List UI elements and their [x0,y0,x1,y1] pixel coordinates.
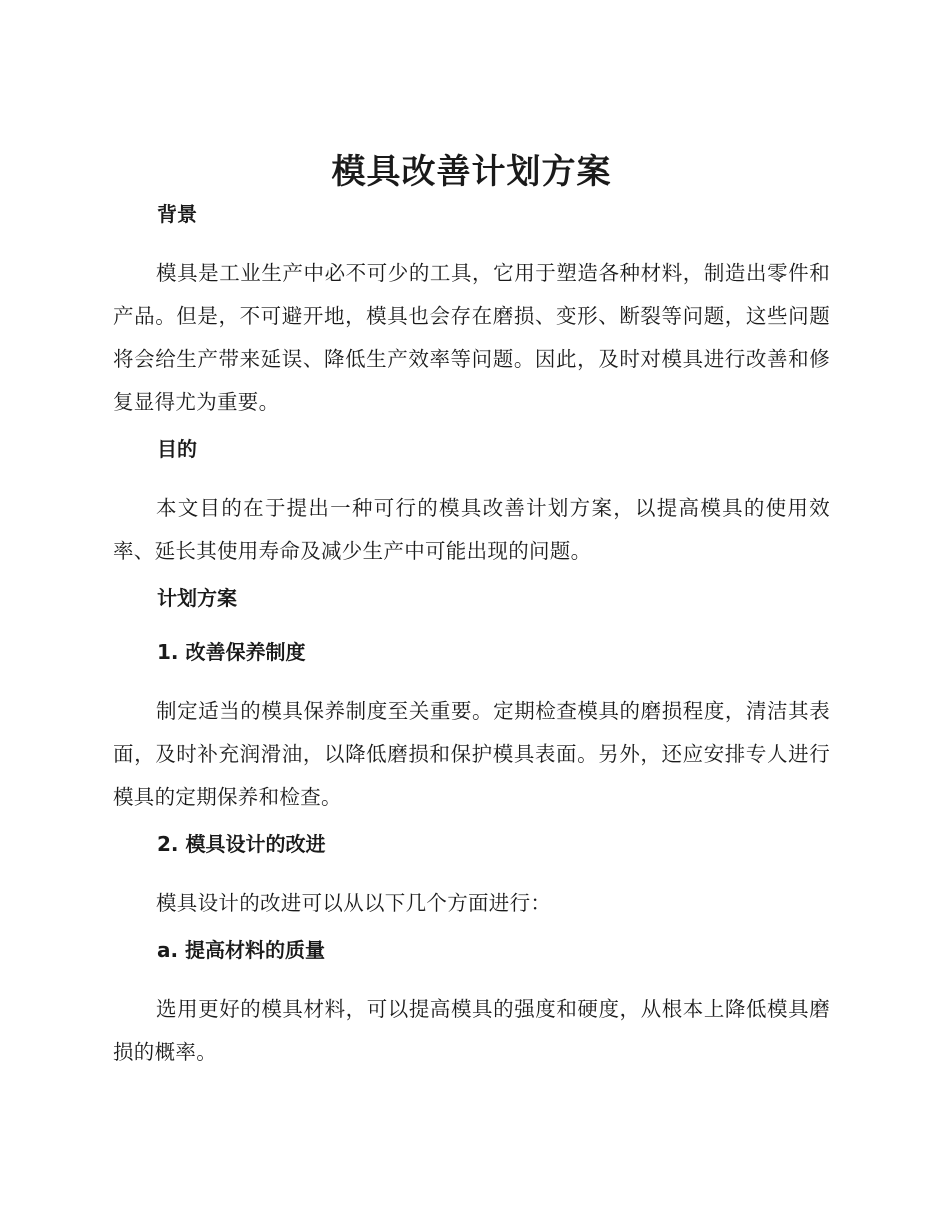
section-heading-plan: 计划方案 [157,586,237,610]
document-page [113,148,830,1083]
paragraph-material: 选用更好的模具材料，可以提高模具的强度和硬度，从根本上降低模具磨损的概率。 [113,997,830,1064]
subsection-heading-maintenance: 1. 改善保养制度 [157,640,306,664]
section-heading-background: 背景 [157,202,197,226]
paragraph-background: 模具是工业生产中必不可少的工具，它用于塑造各种材料，制造出零件和产品。但是，不可避开地，模具也会存在磨损、变形、断裂等问题，这些问题将会给生产带来延误、降低生产效率等问题。因此，及时对模具进行改善和修复显得尤为重要。 [113,261,830,414]
paragraph-design-intro: 模具设计的改进可以从以下几个方面进行： [156,891,552,915]
paragraph-maintenance: 制定适当的模具保养制度至关重要。定期检查模具的磨损程度，清洁其表面，及时补充润滑油，以降低磨损和保护模具表面。另外，还应安排专人进行模具的定期保养和检查。 [113,699,830,809]
subsection-heading-design: 2. 模具设计的改进 [157,832,326,856]
document-title: 模具改善计划方案 [331,152,612,192]
section-heading-purpose: 目的 [157,437,197,461]
subsection-heading-material: a. 提高材料的质量 [157,938,326,962]
paragraph-purpose: 本文目的在于提出一种可行的模具改善计划方案，以提高模具的使用效率、延长其使用寿命及减少生产中可能出现的问题。 [113,496,830,563]
